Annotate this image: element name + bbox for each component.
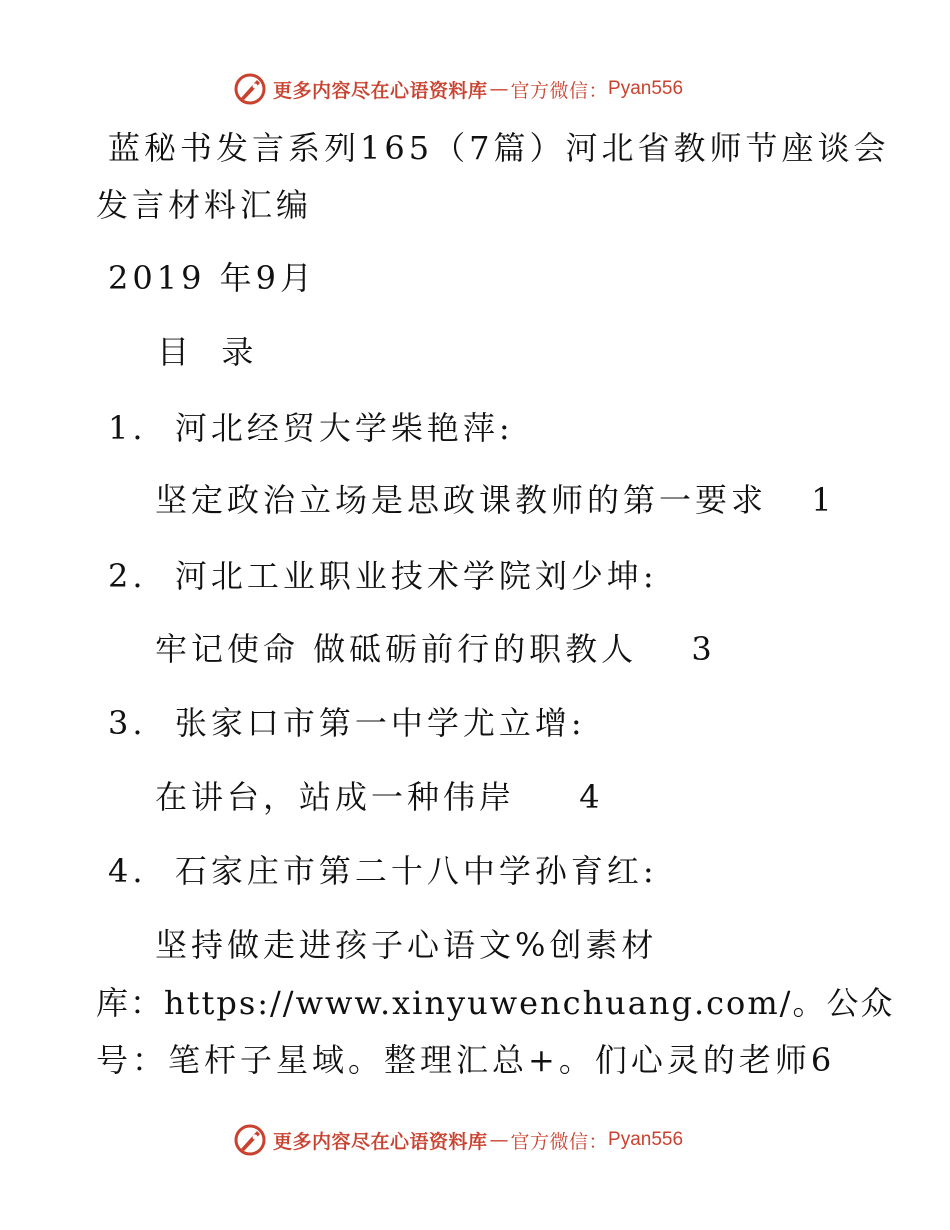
document-title-line2: 发言材料汇编 <box>96 186 313 224</box>
toc-item-2-author: 2. 河北工业职业技术学院刘少坤: <box>108 557 658 595</box>
toc-item-2-page: 3 <box>691 630 716 668</box>
banner-wechat-id: Pyan556 <box>608 1129 684 1150</box>
toc-item-2-title-text: 牢记使命 做砥砺前行的职教人 <box>155 630 638 668</box>
toc-item-1-author: 1. 河北经贸大学柴艳萍: <box>108 409 514 447</box>
document-title-line1: 蓝秘书发言系列165（7篇）河北省教师节座谈会 <box>108 129 890 167</box>
toc-item-4-title-line3: 号：笔杆子星域。整理汇总+。们心灵的老师6 <box>96 1041 836 1079</box>
toc-item-3-author: 3. 张家口市第一中学尤立增: <box>108 704 586 742</box>
footer-banner <box>233 1121 683 1159</box>
toc-item-4-title-line1: 坚持做走进孩子心语文%创素材 <box>155 926 658 964</box>
toc-item-3-title <box>155 777 604 817</box>
document-date: 2019 年9月 <box>108 259 316 297</box>
banner-slogan: 更多内容尽在心语资料库 <box>273 79 488 102</box>
quill-logo-icon <box>233 1123 267 1157</box>
toc-item-1-title-text: 坚定政治立场是思政课教师的第一要求 <box>155 481 768 519</box>
quill-logo-icon <box>233 72 267 106</box>
banner-wechat-label: 官方微信： <box>510 79 609 102</box>
toc-item-2-title <box>155 629 716 669</box>
toc-item-4-title-line2: 库：https://www.xinyuwenchuang.com/。公众 <box>96 984 895 1022</box>
toc-heading: 目 录 <box>157 333 258 371</box>
toc-item-3-title-text: 在讲台，站成一种伟岸 <box>155 778 516 816</box>
toc-item-3-page: 4 <box>579 778 604 816</box>
toc-item-1-title <box>155 480 836 520</box>
toc-item-1-page: 1 <box>811 481 836 519</box>
banner-separator: — <box>489 78 509 100</box>
banner-separator: — <box>489 1129 509 1151</box>
header-banner <box>233 70 683 108</box>
banner-slogan: 更多内容尽在心语资料库 <box>273 1130 488 1153</box>
banner-wechat-id: Pyan556 <box>608 78 684 99</box>
toc-item-4-author: 4. 石家庄市第二十八中学孙育红: <box>108 852 658 890</box>
banner-wechat-label: 官方微信： <box>510 1130 609 1153</box>
